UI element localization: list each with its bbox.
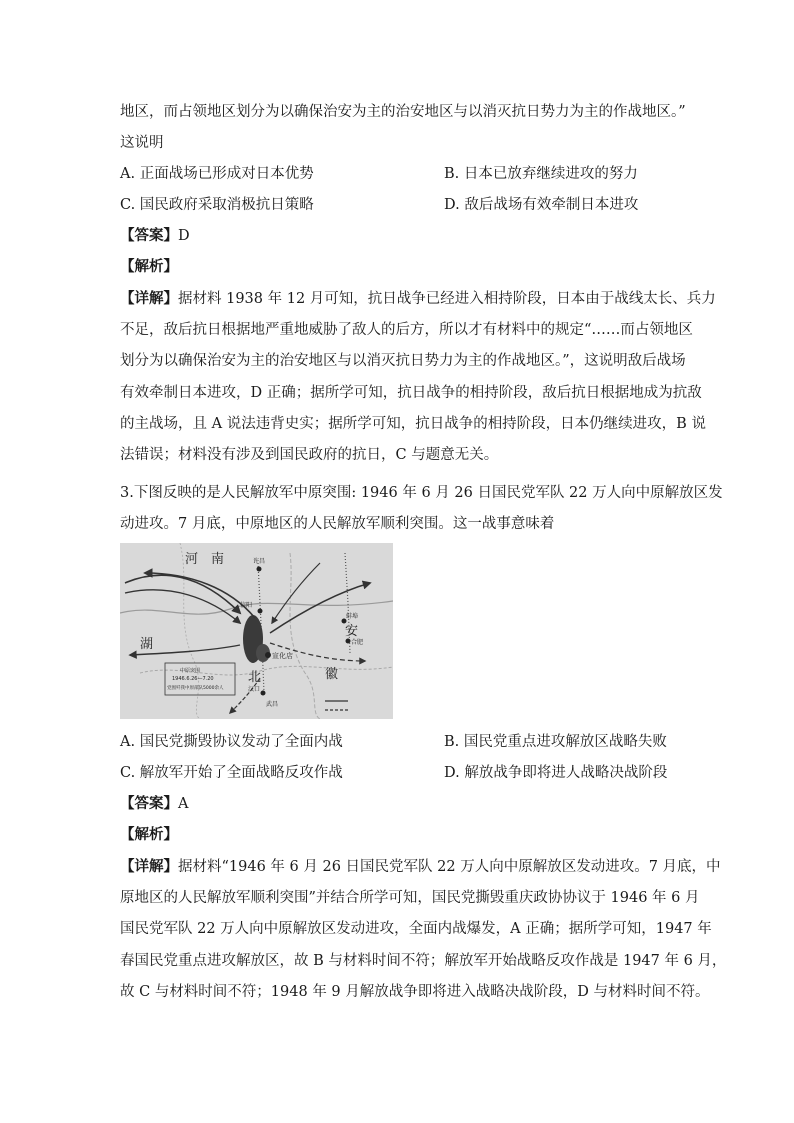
map-legend-date: 1946.6.26—7.20 [172, 676, 214, 682]
q3-detail-line2: 原地区的人民解放军顺利突围”并结合所学可知，国民党撕毁重庆政协协议于 1946 年 6 月 [120, 890, 700, 906]
map-label-hefei: 合肥 [351, 639, 364, 646]
map-label-xinyang: 信阳 [240, 602, 253, 609]
map-svg [120, 543, 393, 719]
q3-answer-value: A [178, 796, 189, 812]
q3-option-d: D. 解放战争即将进人战略决战阶段 [444, 765, 668, 781]
q2-detail-label: 【详解】 [120, 290, 178, 307]
q3-option-c: C. 解放军开始了全面战略反攻作战 [120, 765, 343, 781]
q3-detail-line3: 国民党军队 22 万人向中原解放区发动进攻，全面内战爆发，A 正确；据所学可知，1947 年 [120, 921, 712, 937]
q2-answer [120, 226, 190, 246]
map-label-hu: 湖 [140, 637, 154, 652]
central-plains-breakout-map [120, 543, 393, 719]
q2-detail-line1 [120, 289, 716, 309]
q3-detail-line4: 春国民党重点进攻解放区，故 B 与材料时间不符；解放军开始战略反攻作战是 1947 年 6 月， [120, 953, 727, 969]
map-legend-title: 中原突围 [180, 668, 201, 674]
map-label-hui: 徽 [325, 667, 339, 682]
map-label-xuanhuadian: 宣化店 [272, 652, 293, 660]
q3-answer [120, 794, 188, 814]
q3-option-a: A. 国民党撕毁协议发动了全面内战 [120, 734, 343, 750]
q2-detail-text1: 据材料 1938 年 12 月可知，抗日战争已经进入相持阶段，日本由于战线太长、兵力 [178, 291, 716, 307]
q2-option-a: A. 正面战场已形成对日本优势 [120, 166, 314, 182]
q2-answer-value: D [178, 228, 190, 244]
q3-analysis-label: 【解析】 [120, 826, 178, 843]
map-label-anhui: 安 [345, 624, 359, 639]
q3-detail-line5: 故 C 与材料时间不符；1948 年 9 月解放战争即将进入战略决战阶段，D 与材料时间不符。 [120, 984, 710, 1000]
map-legend-note: 党围歼我中原部队5000余人 [167, 686, 224, 691]
map-label-wuchang: 武昌 [266, 701, 279, 708]
q2-analysis-label: 【解析】 [120, 258, 178, 275]
q3-option-b: B. 国民党重点进攻解放区战略失败 [444, 734, 667, 750]
q2-option-b: B. 日本已放弃继续进攻的努力 [444, 166, 638, 182]
q3-stem-line2: 动进攻。7 月底，中原地区的人民解放军顺利突围。这一战事意味着 [120, 516, 555, 532]
q2-detail-line6: 法错误；材料没有涉及到国民政府的抗日，C 与题意无关。 [120, 447, 499, 463]
map-label-bengbu: 蚌埠 [346, 613, 359, 620]
map-label-bei: 北 [248, 670, 262, 685]
q2-detail-line5: 的主战场，且 A 说法违背史实；据所学可知，抗日战争的相持阶段，日本仍继续进攻，B 说 [120, 416, 706, 432]
q2-option-d: D. 敌后战场有效牵制日本进攻 [444, 197, 639, 213]
q2-option-c: C. 国民政府采取消极抗日策略 [120, 197, 314, 213]
q3-answer-label: 【答案】 [120, 795, 178, 812]
q2-stem-line1: 地区，而占领地区划分为以确保治安为主的治安地区与以消灭抗日势力为主的作战地区。” [120, 104, 686, 120]
q3-detail-text1: 据材料“1946 年 6 月 26 日国民党军队 22 万人向中原解放区发动进攻。7 月底，中 [178, 859, 721, 875]
map-label-henan: 河 南 [185, 552, 225, 567]
map-label-xuchang: 许昌 [253, 558, 266, 565]
q2-detail-line4: 有效牵制日本进攻，D 正确；据所学可知，抗日战争的相持阶段，敌后抗日根据地成为抗敌 [120, 385, 702, 401]
q2-stem-line2: 这说明 [120, 135, 164, 151]
q2-detail-line2: 不足，敌后抗日根据地严重地威胁了敌人的后方，所以才有材料中的规定“……而占领地区 [120, 322, 693, 338]
q3-detail-label: 【详解】 [120, 858, 178, 875]
q3-detail-line1 [120, 857, 721, 877]
map-label-hankou: 汉口 [248, 686, 261, 693]
q2-detail-line3: 划分为以确保治安为主的治安地区与以消灭抗日势力为主的作战地区。”，这说明敌后战场 [120, 353, 686, 369]
q3-stem-line1: 3.下图反映的是人民解放军中原突围: 1946 年 6 月 26 日国民党军队 22 万人向中原解放区发 [120, 485, 723, 501]
q2-answer-label: 【答案】 [120, 227, 178, 244]
